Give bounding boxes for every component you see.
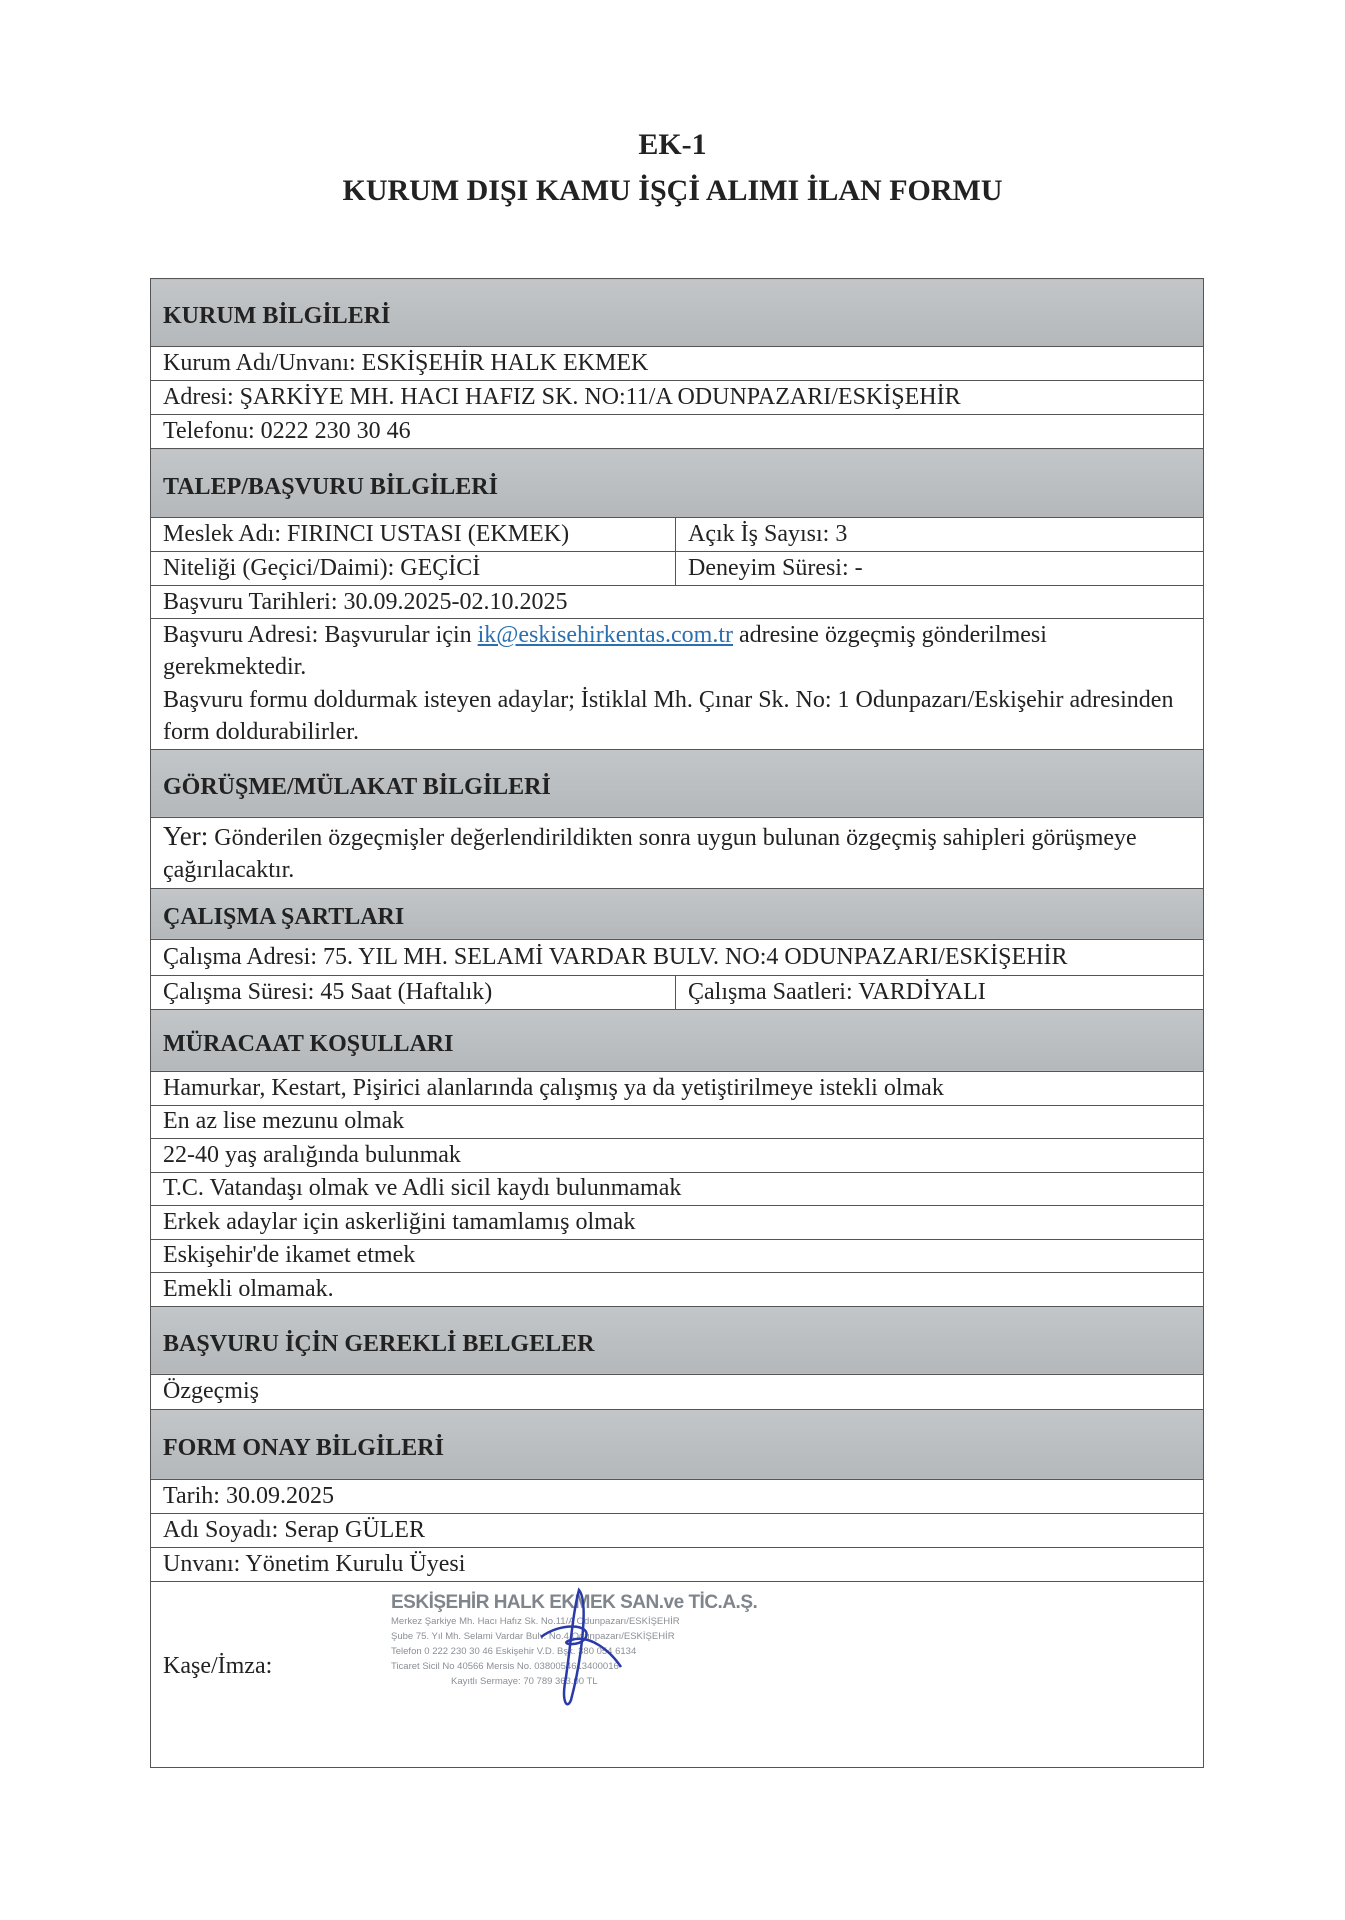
section-onay-header: FORM ONAY BİLGİLERİ [151, 1409, 1204, 1479]
form-code: EK-1 [638, 128, 707, 161]
basvuru-adresi-text: Başvuru Adresi: Başvurular için [163, 622, 478, 648]
stamp-company-name: ESKİŞEHİR HALK EKMEK SAN.ve TİC.A.Ş. [391, 1591, 758, 1613]
muracaat-item: En az lise mezunu olmak [151, 1105, 1204, 1138]
gorusme-yer [151, 817, 1204, 888]
yer-text: Gönderilen özgeçmişler değerlendirildikten sonra uygun bulunan özgeçmiş sahipleri görüşmeye çağırılacaktır. [163, 825, 1137, 883]
onay-unvan: Unvanı: Yönetim Kurulu Üyesi [151, 1547, 1204, 1581]
section-kurum-header: KURUM BİLGİLERİ [151, 279, 1204, 347]
yer-label: Yer: [163, 821, 209, 852]
nitelik: Niteliği (Geçici/Daimi): GEÇİCİ [151, 552, 676, 586]
stamp-line: Merkez Şarkiye Mh. Hacı Hafız Sk. No.11/A Odunpazarı/ESKİŞEHİR [391, 1616, 680, 1628]
calisma-suresi: Çalışma Süresi: 45 Saat (Haftalık) [151, 975, 676, 1009]
muracaat-item: 22-40 yaş aralığında bulunmak [151, 1138, 1204, 1172]
stamp-line: Kayıtlı Sermaye: 70 789 363.00 TL [451, 1676, 598, 1688]
email-link[interactable]: ik@eskisehirkentas.com.tr [477, 622, 733, 648]
stamp-line: Telefon 0 222 230 30 46 Eskişehir V.D. Bşk. 380 054 6134 [391, 1646, 637, 1658]
basvuru-tarihleri: Başvuru Tarihleri: 30.09.2025-02.10.2025 [151, 586, 1204, 619]
section-calisma-header: ÇALIŞMA ŞARTLARI [151, 888, 1204, 939]
muracaat-item: T.C. Vatandaşı olmak ve Adli sicil kaydı bulunmamak [151, 1172, 1204, 1205]
section-muracaat-header: MÜRACAAT KOŞULLARI [151, 1009, 1204, 1071]
belge-item: Özgeçmiş [151, 1374, 1204, 1409]
kase-imza-label: Kaşe/İmza: [163, 1652, 273, 1679]
kase-imza-cell [151, 1581, 1204, 1767]
basvuru-formu-text: Başvuru formu doldurmak isteyen adaylar; İstiklal Mh. Çınar Sk. No: 1 Odunpazarı/Eskişehir adresinden form doldurabilirler. [163, 686, 1174, 746]
kurum-adres: Adresi: ŞARKİYE MH. HACI HAFIZ SK. NO:11/A ODUNPAZARI/ESKİŞEHİR [151, 381, 1204, 415]
calisma-saatleri: Çalışma Saatleri: VARDİYALI [676, 975, 1204, 1009]
muracaat-item: Eskişehir'de ikamet etmek [151, 1239, 1204, 1272]
meslek-adi: Meslek Adı: FIRINCI USTASI (EKMEK) [151, 518, 676, 552]
onay-adi-soyadi: Adı Soyadı: Serap GÜLER [151, 1513, 1204, 1547]
muracaat-item: Hamurkar, Kestart, Pişirici alanlarında çalışmış ya da yetiştirilmeye istekli olmak [151, 1071, 1204, 1105]
signature [511, 1582, 651, 1712]
muracaat-item: Erkek adaylar için askerliğini tamamlamış olmak [151, 1205, 1204, 1239]
section-talep-header: TALEP/BAŞVURU BİLGİLERİ [151, 449, 1204, 518]
form-title: KURUM DIŞI KAMU İŞÇİ ALIMI İLAN FORMU [342, 174, 1003, 207]
section-gorusme-header: GÖRÜŞME/MÜLAKAT BİLGİLERİ [151, 749, 1204, 817]
kurum-telefon: Telefonu: 0222 230 30 46 [151, 415, 1204, 449]
section-belgeler-header: BAŞVURU İÇİN GEREKLİ BELGELER [151, 1306, 1204, 1374]
onay-tarih: Tarih: 30.09.2025 [151, 1479, 1204, 1513]
kurum-adi: Kurum Adı/Unvanı: ESKİŞEHİR HALK EKMEK [151, 347, 1204, 381]
form-table [150, 278, 1204, 1768]
basvuru-adresi-text-2: adresine özgeçmiş gönderilmesi gerekmektedir. [163, 622, 1047, 681]
calisma-adresi: Çalışma Adresi: 75. YIL MH. SELAMİ VARDAR BULV. NO:4 ODUNPAZARI/ESKİŞEHİR [151, 939, 1204, 975]
basvuru-adresi [151, 619, 1204, 750]
deneyim-suresi: Deneyim Süresi: - [676, 552, 1204, 586]
stamp-line: Ticaret Sicil No 40566 Mersis No. 0380054613400016 [391, 1661, 619, 1673]
muracaat-item: Emekli olmamak. [151, 1272, 1204, 1306]
stamp-line: Şube 75. Yıl Mh. Selami Vardar Bulv. No.4 Odunpazarı/ESKİŞEHİR [391, 1631, 675, 1643]
acik-is-sayisi: Açık İş Sayısı: 3 [676, 518, 1204, 552]
